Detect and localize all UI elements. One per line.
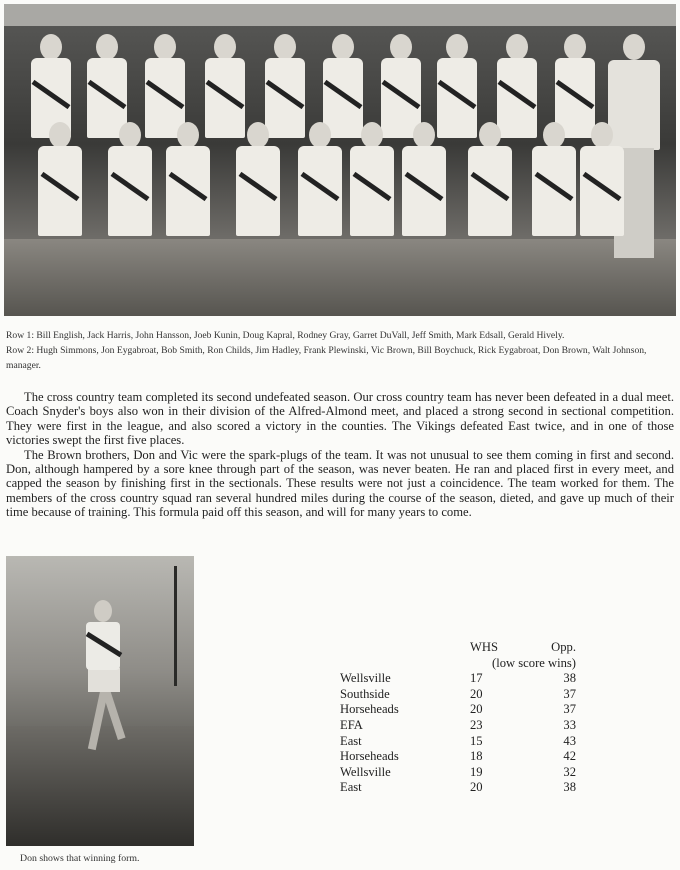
member-torso (38, 146, 82, 236)
runner-photo (6, 556, 194, 846)
opponent-name: Horseheads (340, 702, 399, 717)
opp-score: 33 (563, 717, 576, 732)
score-row (340, 734, 576, 750)
score-row (340, 718, 576, 734)
team-member-front (232, 122, 284, 282)
opponent-name: Horseheads (340, 749, 399, 764)
whs-score: 20 (470, 686, 483, 701)
member-head (214, 34, 236, 60)
member-head (506, 34, 528, 60)
caption-row-1: Row 1: Bill English, Jack Harris, John Hansson, Joeb Kunin, Doug Kapral, Rodney Gray, Garret DuVall, Jeff Smith, Mark Edsall, Gerald Hively. (6, 330, 565, 341)
score-table (340, 640, 576, 796)
member-torso (350, 146, 394, 236)
team-member-front (528, 122, 580, 282)
whs-score: 15 (470, 733, 483, 748)
article-body (6, 390, 674, 520)
team-member-front (294, 122, 346, 282)
whs-header: WHS (470, 640, 498, 654)
team-member-front (464, 122, 516, 282)
telephone-pole (174, 566, 177, 686)
score-header-row (340, 640, 576, 656)
member-head (274, 34, 296, 60)
team-member-front (34, 122, 86, 282)
whs-score: 23 (470, 717, 483, 732)
runner-caption: Don shows that winning form. (20, 853, 140, 864)
member-head (413, 122, 435, 148)
field-ground (6, 726, 194, 846)
member-torso (402, 146, 446, 236)
opponent-name: Wellsville (340, 764, 391, 779)
whs-score: 20 (470, 780, 483, 795)
member-head (564, 34, 586, 60)
member-head (154, 34, 176, 60)
score-row (340, 687, 576, 703)
score-row (340, 749, 576, 765)
score-row (340, 780, 576, 796)
team-caption (6, 328, 676, 373)
team-member-front (576, 122, 628, 282)
member-head (390, 34, 412, 60)
member-head (309, 122, 331, 148)
member-head (479, 122, 501, 148)
member-head (40, 34, 62, 60)
team-member-front (162, 122, 214, 282)
member-head (543, 122, 565, 148)
opponent-name: EFA (340, 717, 363, 732)
coach-head (623, 34, 645, 60)
opp-score: 38 (563, 671, 576, 686)
member-head (332, 34, 354, 60)
note-spacer (340, 656, 470, 672)
runner-head (94, 600, 112, 622)
member-torso (236, 146, 280, 236)
member-torso (532, 146, 576, 236)
member-head (96, 34, 118, 60)
whs-score: 18 (470, 749, 483, 764)
opp-score: 37 (563, 702, 576, 717)
member-head (446, 34, 468, 60)
team-col-header (340, 640, 470, 656)
opp-score: 32 (563, 764, 576, 779)
score-row (340, 702, 576, 718)
score-note-row (340, 656, 576, 672)
team-member-front (398, 122, 450, 282)
member-head (119, 122, 141, 148)
member-torso (298, 146, 342, 236)
member-head (49, 122, 71, 148)
opponent-name: Wellsville (340, 671, 391, 686)
team-member-front (104, 122, 156, 282)
whs-score: 20 (470, 702, 483, 717)
team-member-front (346, 122, 398, 282)
paragraph-2: The Brown brothers, Don and Vic were the spark-plugs of the team. It was not unusual to see them coming in first and second. Don, although hampered by a sore knee through part of the season, was never beaten. He ran and placed first in every meet, and capped the season by finishing first in the sectionals. These results were not just a coincidence. The team worked for them. The members of the cross country squad ran several hundred miles during the course of the season, dieted, and gave up much of their time because of training. This formula paid off this season, and will for many years to come. (6, 447, 674, 520)
member-head (177, 122, 199, 148)
team-photo (4, 4, 676, 316)
score-body (340, 671, 576, 796)
opponent-name: East (340, 733, 362, 748)
opponent-name: East (340, 780, 362, 795)
low-score-note: (low score wins) (492, 655, 576, 670)
opponent-name: Southside (340, 686, 390, 701)
member-head (361, 122, 383, 148)
opp-header: Opp. (551, 640, 576, 654)
member-head (247, 122, 269, 148)
opp-score: 42 (563, 749, 576, 764)
member-torso (166, 146, 210, 236)
member-torso (108, 146, 152, 236)
member-head (591, 122, 613, 148)
gym-wall (4, 4, 676, 26)
paragraph-1: The cross country team completed its second undefeated season. Our cross country team has never been defeated in a dual meet. Coach Snyder's boys also won in their division of the Alfred-Almond meet, and placed a strong second in sectional competition. They were first in the league, and also scored a victory in the counties. The Vikings defeated East twice, and in one of those victories swept the first five places. (6, 390, 674, 448)
whs-score: 17 (470, 671, 483, 686)
score-row (340, 765, 576, 781)
whs-score: 19 (470, 764, 483, 779)
runner-shorts (88, 668, 120, 692)
caption-row-2: Row 2: Hugh Simmons, Jon Eygabroat, Bob Smith, Ron Childs, Jim Hadley, Frank Plewinski, Vic Brown, Bill Boychuck, Rick Eygabroat, Don Brown, Walt Johnson, manager. (6, 345, 647, 371)
member-torso (468, 146, 512, 236)
opp-score: 38 (563, 780, 576, 795)
member-torso (580, 146, 624, 236)
opp-score: 37 (563, 686, 576, 701)
opp-score: 43 (563, 733, 576, 748)
score-row (340, 671, 576, 687)
